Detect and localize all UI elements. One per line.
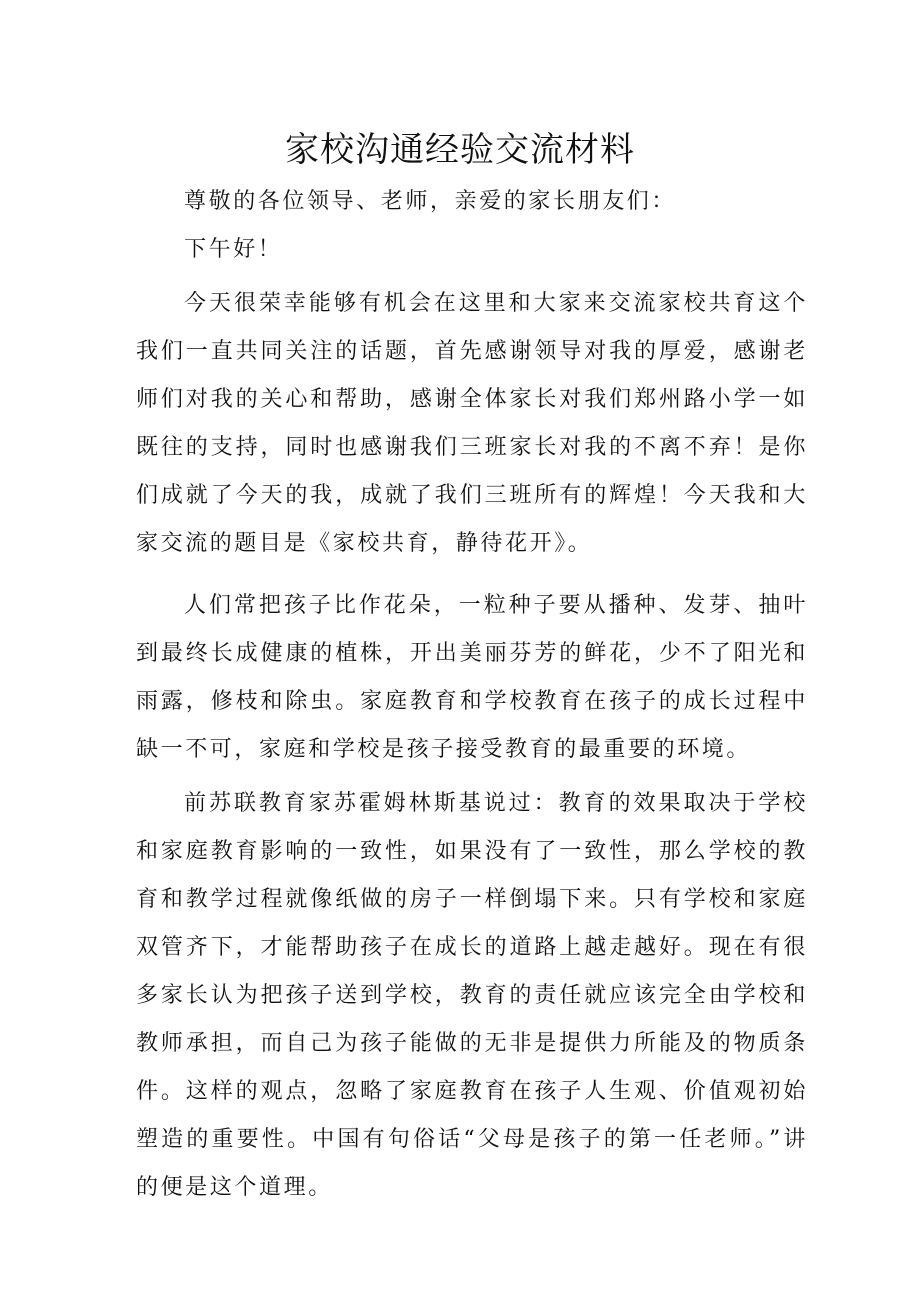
document-title: 家校沟通经验交流材料 xyxy=(285,130,635,170)
paragraph-flower-metaphor: 人们常把孩子比作花朵，一粒种子要从播种、发芽、抽叶到最终长成健康的植株，开出美丽芬芳的鲜花，少不了阳光和雨露，修枝和除虫。家庭教育和学校教育在孩子的成长过程中缺一不可，家庭和学校是孩子接受教育的最重要的环境。 xyxy=(136,593,808,762)
greeting-line: 尊敬的各位领导、老师，亲爱的家长朋友们： xyxy=(184,189,677,214)
paragraph-intro: 今天很荣幸能够有机会在这里和大家来交流家校共育这个我们一直共同关注的话题，首先感谢领导对我的厚爱，感谢老师们对我的关心和帮助，感谢全体家长对我们郑州路小学一如既往的支持，同时也感谢我们三班家长对我的不离不弃！是你们成就了今天的我，成就了我们三班所有的辉煌！今天我和大家交流的题目是《家校共育，静待花开》。 xyxy=(136,291,808,556)
salutation-line: 下午好！ xyxy=(184,237,283,262)
paragraph-sukhomlinsky-quote: 前苏联教育家苏霍姆林斯基说过：教育的效果取决于学校和家庭教育影响的一致性，如果没有了一致性，那么学校的教育和教学过程就像纸做的房子一样倒塌下来。只有学校和家庭双管齐下，才能帮助孩子在成长的道路上越走越好。现在有很多家长认为把孩子送到学校，教育的责任就应该完全由学校和教师承担，而自己为孩子能做的无非是提供力所能及的物质条件。这样的观点，忽略了家庭教育在孩子人生观、价值观初始塑造的重要性。中国有句俗话“父母是孩子的第一任老师。”讲的便是这个道理。 xyxy=(136,791,808,1200)
